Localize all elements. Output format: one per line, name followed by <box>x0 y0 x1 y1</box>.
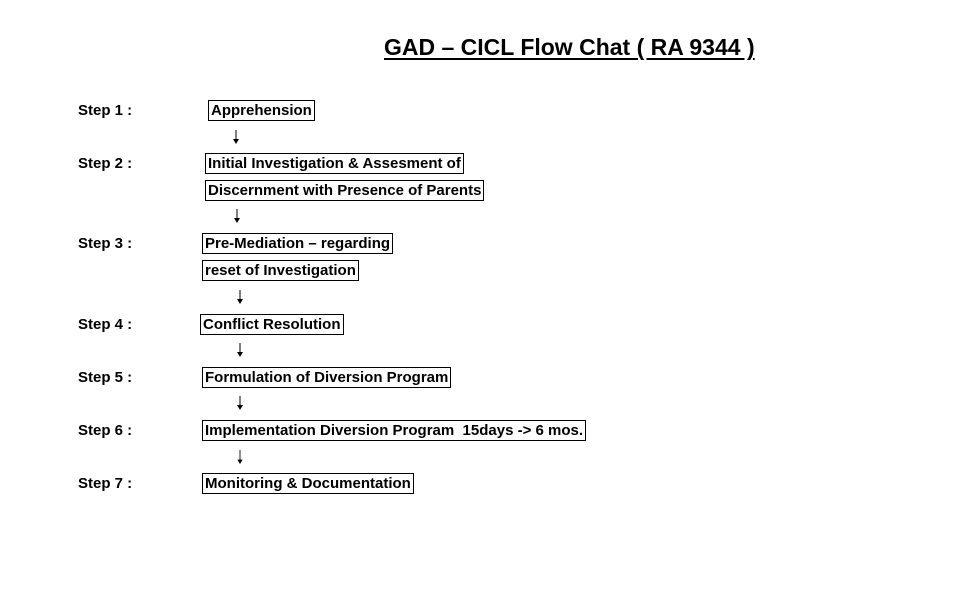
step-1-label: Step 1 : <box>78 102 133 119</box>
step-6-box: Implementation Diversion Program 15days -> 6 mos. <box>202 420 586 441</box>
arrow-down-icon <box>235 343 245 357</box>
arrow-down-icon <box>235 290 245 304</box>
arrow-down-icon <box>232 209 242 223</box>
flowchart-title: GAD – CICL Flow Chat ( RA 9344 ) <box>384 34 755 60</box>
step-2-box-line-2: Discernment with Presence of Parents <box>205 180 484 201</box>
arrow-down-icon <box>235 396 245 410</box>
step-7-box: Monitoring & Documentation <box>202 473 414 494</box>
step-2-label: Step 2 : <box>78 155 133 172</box>
arrow-down-icon <box>231 130 241 144</box>
step-1-box: Apprehension <box>208 100 315 121</box>
step-7-label: Step 7 : <box>78 475 133 492</box>
arrow-down-icon <box>235 450 245 464</box>
step-3-box-line-2: reset of Investigation <box>202 260 359 281</box>
step-2-box-line-1: Initial Investigation & Assesment of <box>205 153 464 174</box>
step-6-label: Step 6 : <box>78 422 133 439</box>
step-5-label: Step 5 : <box>78 369 133 386</box>
step-4-box: Conflict Resolution <box>200 314 344 335</box>
step-3-label: Step 3 : <box>78 235 133 252</box>
step-3-box-line-1: Pre-Mediation – regarding <box>202 233 393 254</box>
step-4-label: Step 4 : <box>78 316 133 333</box>
step-5-box: Formulation of Diversion Program <box>202 367 451 388</box>
